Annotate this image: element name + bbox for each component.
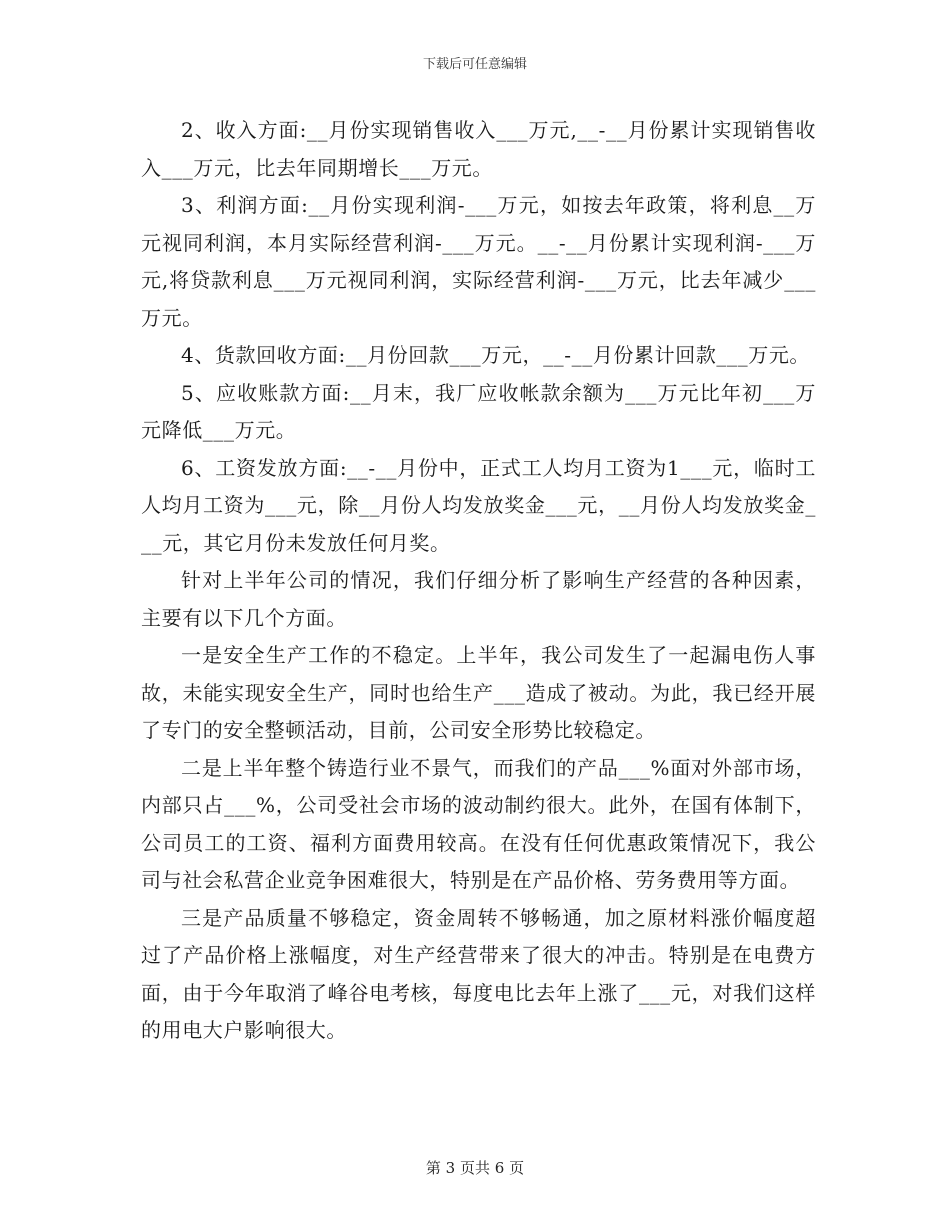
paragraph-wages: 6、工资发放方面:__-__月份中，正式工人均月工资为1___元，临时工人均月工资为___元，除__月份人均发放奖金___元，__月份人均发放奖金___元，其它月份未发放任何月奖。 [141, 455, 816, 555]
paragraph-safety: 一是安全生产工作的不稳定。上半年，我公司发生了一起漏电伤人事故，未能实现安全生产，同时也给生产___造成了被动。为此，我已经开展了专门的安全整顿活动，目前，公司安全形势比较稳定。 [141, 643, 816, 742]
paragraph-receivables: 5、应收账款方面:__月末，我厂应收帐款余额为___万元比年初___万元降低___万元。 [141, 380, 816, 442]
paragraph-payment-recovery: 4、货款回收方面:__月份回款___万元，__-__月份累计回款___万元。 [181, 343, 811, 367]
page-header: 下载后可任意编辑 [422, 57, 527, 72]
paragraph-quality: 三是产品质量不够稳定，资金周转不够畅通，加之原材料涨价幅度超过了产品价格上涨幅度，对生产经营带来了很大的冲击。特别是在电费方面，由于今年取消了峰谷电考核，每度电比去年上涨了___元，对我们这样的用电大户影响很大。 [141, 905, 816, 1042]
page-number: 第 3 页共 6 页 [425, 1159, 525, 1177]
document-body [141, 112, 816, 1050]
paragraph-industry: 二是上半年整个铸造行业不景气，而我们的产品___%面对外部市场，内部只占___%，公司受社会市场的波动制约很大。此外，在国有体制下，公司员工的工资、福利方面费用较高。在没有任何优惠政策情况下，我公司与社会私营企业竞争困难很大，特别是在产品价格、劳务费用等方面。 [141, 755, 816, 892]
paragraph-profit: 3、利润方面:__月份实现利润-___万元，如按去年政策，将利息__万元视同利润，本月实际经营利润-___万元。__-__月份累计实现利润-___万元,将贷款利息___万元视同利润，实际经营利润-___万元，比去年减少___万元。 [141, 193, 816, 330]
paragraph-income: 2、收入方面:__月份实现销售收入___万元,__-__月份累计实现销售收入___万元，比去年同期增长___万元。 [141, 118, 816, 180]
paragraph-analysis-intro: 针对上半年公司的情况，我们仔细分析了影响生产经营的各种因素，主要有以下几个方面。 [141, 568, 816, 630]
